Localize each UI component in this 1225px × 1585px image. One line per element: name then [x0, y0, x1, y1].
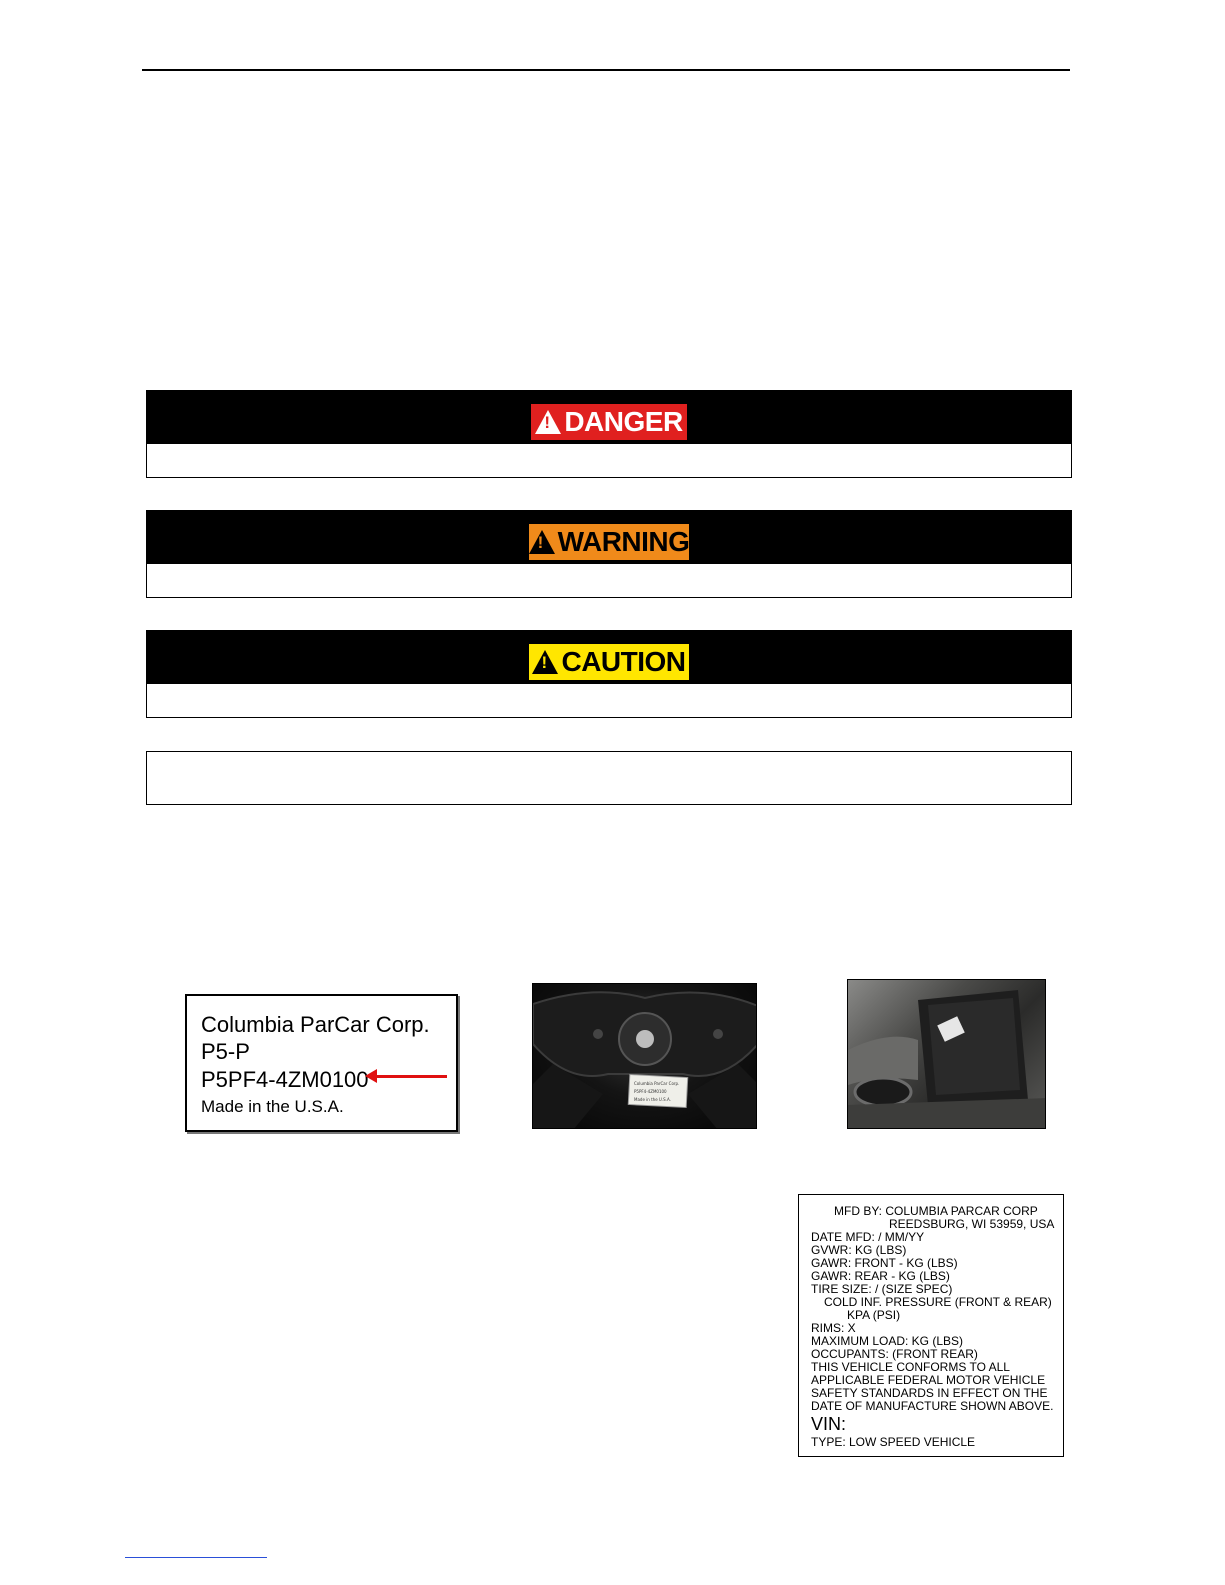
red-arrow-icon: [375, 1075, 447, 1078]
serial-label-origin: Made in the U.S.A.: [201, 1097, 344, 1116]
caution-box: [146, 630, 1072, 718]
serial-label-model: P5-P: [201, 1039, 250, 1064]
vin-gvwr: GVWR: KG (LBS): [811, 1243, 907, 1257]
vin-gawr-front: GAWR: FRONT - KG (LBS): [811, 1256, 958, 1270]
steering-wheel-image: [533, 984, 757, 1129]
caution-body: [147, 684, 1071, 717]
dash-compartment-photo: [847, 979, 1046, 1129]
sticker-line-1: Columbia ParCar Corp.: [634, 1081, 680, 1086]
vin-kpa: KPA (PSI): [847, 1308, 901, 1322]
vin-occupants: OCCUPANTS: (FRONT REAR): [811, 1347, 978, 1361]
vin-tire-size: TIRE SIZE: / (SIZE SPEC): [811, 1282, 953, 1296]
danger-label: DANGER: [564, 406, 683, 437]
vin-type: TYPE: LOW SPEED VEHICLE: [811, 1435, 976, 1449]
warning-badge: [529, 524, 689, 560]
serial-label-company: Columbia ParCar Corp.: [201, 1012, 430, 1037]
sticker-line-3: Made in the U.S.A.: [634, 1097, 671, 1102]
notice-box: [146, 751, 1072, 805]
footer-link-underline[interactable]: [125, 1557, 267, 1558]
danger-box: [146, 390, 1072, 478]
vin-number: VIN:: [811, 1414, 847, 1434]
warning-header: [147, 511, 1071, 564]
dash-compartment-image: [848, 980, 1046, 1129]
vin-address: REEDSBURG, WI 53959, USA: [889, 1217, 1055, 1231]
warning-triangle-icon: [535, 410, 561, 434]
steering-wheel-photo: [532, 983, 757, 1129]
caution-label: CAUTION: [561, 646, 686, 677]
serial-label-number: P5PF4-4ZM0100: [201, 1067, 369, 1092]
vin-cold-inf-pressure: COLD INF. PRESSURE (FRONT & REAR): [824, 1295, 1052, 1309]
vin-max-load: MAXIMUM LOAD: KG (LBS): [811, 1334, 964, 1348]
danger-header: [147, 391, 1071, 444]
caution-header: [147, 631, 1071, 684]
vin-conform-1: THIS VEHICLE CONFORMS TO ALL: [811, 1360, 1010, 1374]
vin-conform-3: SAFETY STANDARDS IN EFFECT ON THE: [811, 1386, 1048, 1400]
vin-rims: RIMS: X: [811, 1321, 856, 1335]
vin-conform-2: APPLICABLE FEDERAL MOTOR VEHICLE: [811, 1373, 1046, 1387]
danger-body: [147, 444, 1071, 477]
warning-label: WARNING: [557, 526, 690, 557]
vin-gawr-rear: GAWR: REAR - KG (LBS): [811, 1269, 950, 1283]
vin-label: [798, 1194, 1064, 1457]
header-rule: [142, 69, 1070, 71]
serial-number-label: [185, 994, 458, 1132]
warning-body: [147, 564, 1071, 597]
danger-badge: [531, 404, 687, 440]
warning-box: [146, 510, 1072, 598]
vin-mfd-by: MFD BY: COLUMBIA PARCAR CORP: [834, 1204, 1038, 1218]
vin-conform-4: DATE OF MANUFACTURE SHOWN ABOVE.: [811, 1399, 1054, 1413]
sticker-line-2: P5PF4-4ZM0100: [634, 1089, 667, 1094]
vin-date-mfd: DATE MFD: / MM/YY: [811, 1230, 925, 1244]
caution-badge: [529, 644, 689, 680]
warning-triangle-icon: [529, 530, 555, 554]
warning-triangle-icon: [532, 650, 558, 674]
